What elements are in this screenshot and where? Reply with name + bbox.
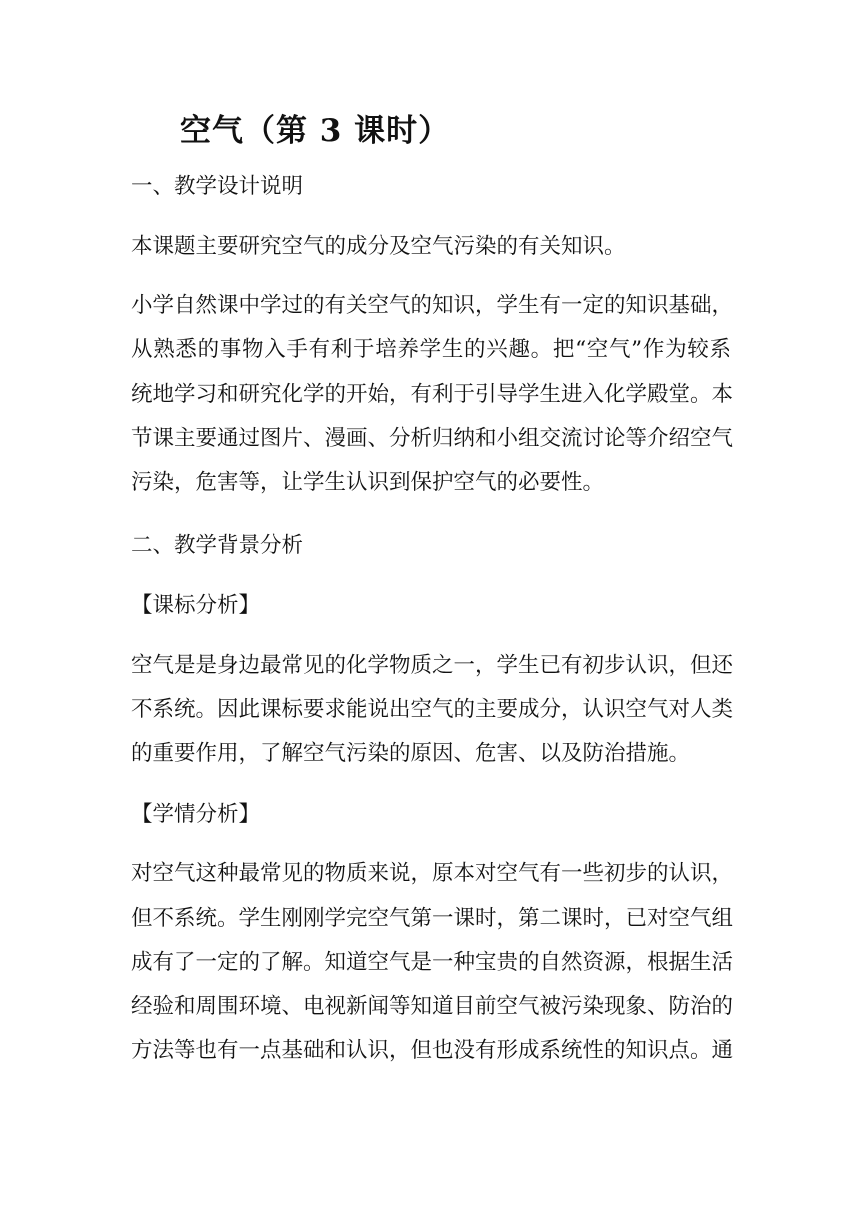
para3-line: 方法等也有一点基础和认识，但也没有形成系统性的知识点。通 [131,1038,734,1063]
para1-line: 统地学习和研究化学的开始，有利于引导学生进入化学殿堂。本 [131,382,734,407]
para2-line: 的重要作用，了解空气污染的原因、危害、以及防治措施。 [131,741,691,766]
para2-line: 空气是是身边最常见的化学物质之一，学生已有初步认识，但还 [131,653,734,678]
para2-line: 不系统。因此课标要求能说出空气的主要成分，认识空气对人类 [131,697,734,722]
section-heading-design: 一、教学设计说明 [131,174,304,199]
para3-line: 对空气这种最常见的物质来说，原本对空气有一些初步的认识， [131,861,734,886]
para1-line: 节课主要通过图片、漫画、分析归纳和小组交流讨论等介绍空气 [131,426,734,451]
intro-line: 本课题主要研究空气的成分及空气污染的有关知识。 [131,234,626,259]
subheading-curriculum: 【课标分析】 [131,593,261,618]
para3-line: 成有了一定的了解。知道空气是一种宝贵的自然资源，根据生活 [131,950,734,975]
subheading-students: 【学情分析】 [131,802,261,827]
document-title: 空气（第 3 课时） [180,113,451,149]
para3-line: 但不系统。学生刚刚学完空气第一课时，第二课时，已对空气组 [131,906,734,931]
section-heading-background: 二、教学背景分析 [131,533,304,558]
para3-line: 经验和周围环境、电视新闻等知道目前空气被污染现象、防治的 [131,994,734,1019]
para1-line: 小学自然课中学过的有关空气的知识，学生有一定的知识基础， [131,293,734,318]
para1-line: 从熟悉的事物入手有利于培养学生的兴趣。把“空气”作为较系 [131,337,731,362]
para1-line: 污染，危害等，让学生认识到保护空气的必要性。 [131,470,605,495]
